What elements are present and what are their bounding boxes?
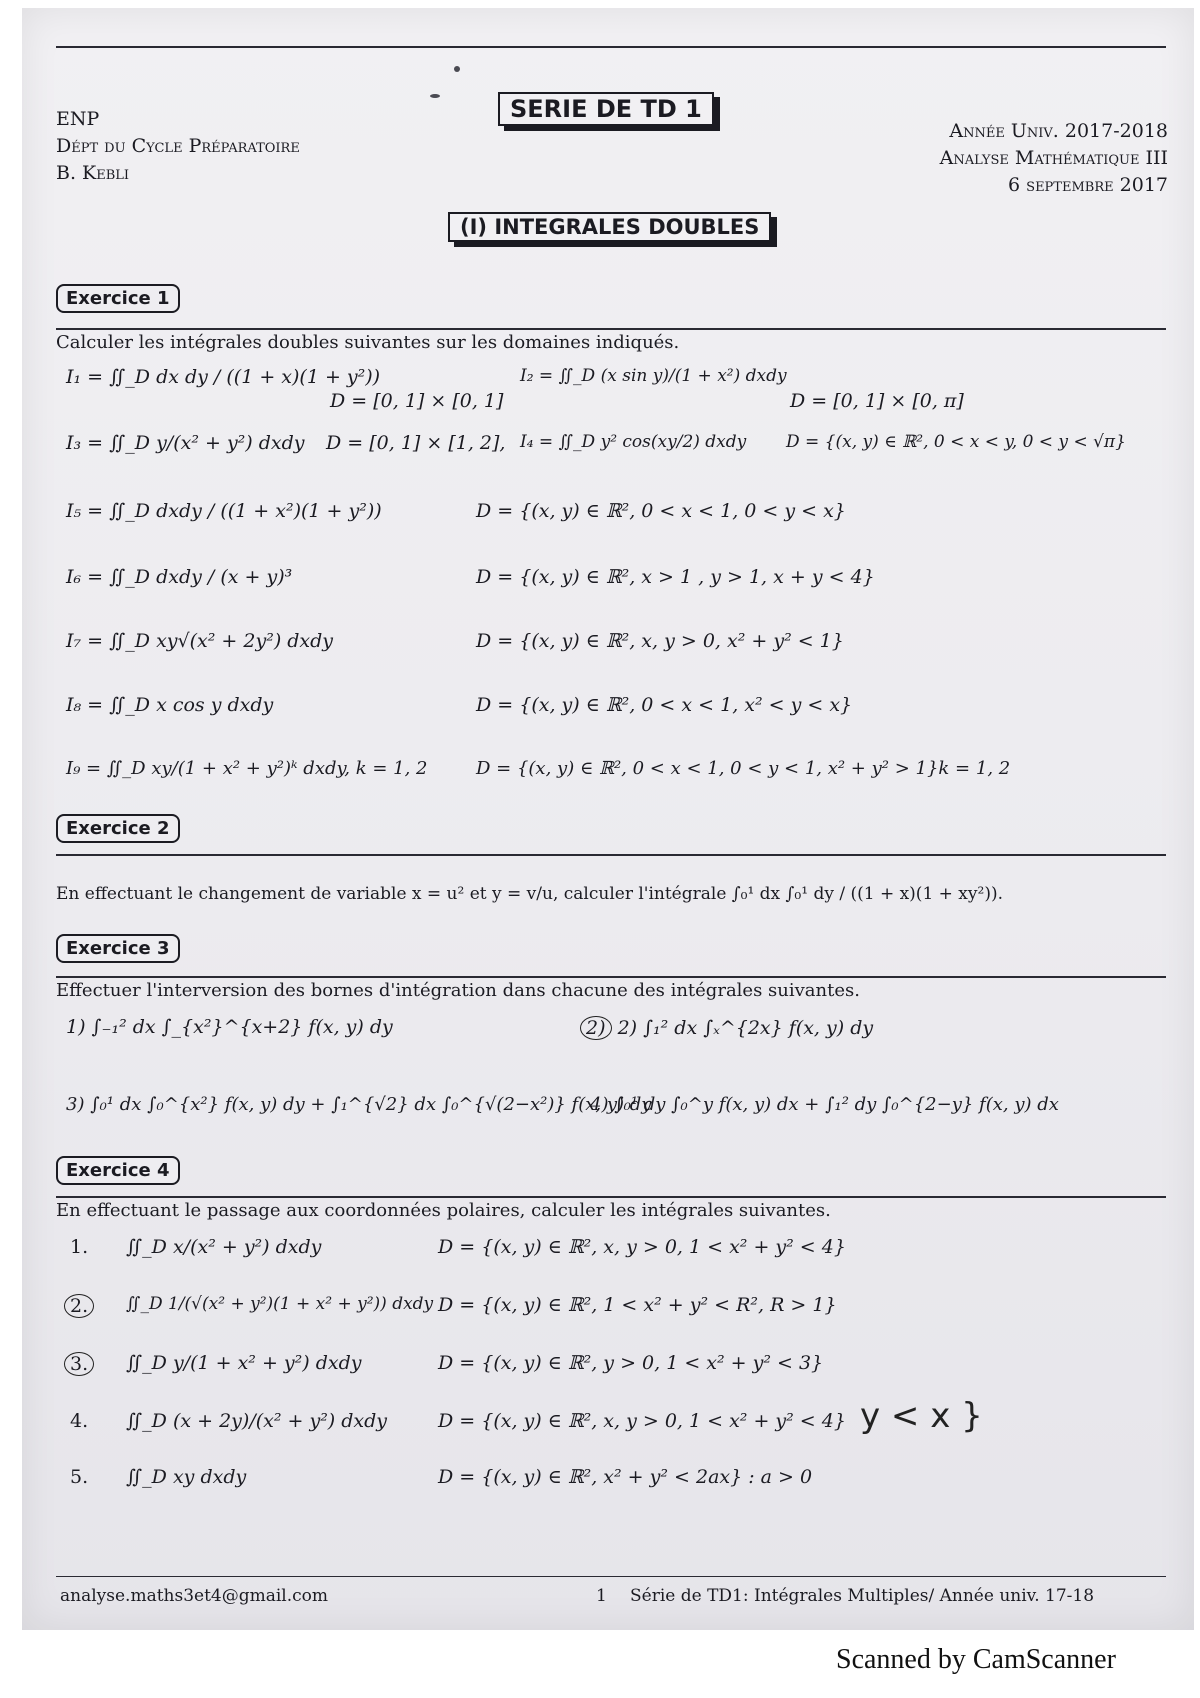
hand-circle: 2. xyxy=(64,1294,94,1318)
header-left xyxy=(56,106,300,187)
footer-rule xyxy=(56,1576,1166,1577)
polar-4: ∬_D (x + 2y)/(x² + y²) dxdy xyxy=(126,1410,388,1432)
integral-i3: I₃ = ∬_D y/(x² + y²) dxdy xyxy=(66,432,305,454)
exercise-2-label: Exercice 2 xyxy=(56,814,180,843)
integral-i2: I₂ = ∬_D (x sin y)/(1 + x²) dxdy xyxy=(520,366,787,386)
speck xyxy=(430,94,440,98)
integral-i1: I₁ = ∬_D dx dy / ((1 + x)(1 + y²)) xyxy=(66,366,381,388)
integral-i9: I₉ = ∬_D xy/(1 + x² + y²)ᵏ dxdy, k = 1, 2 xyxy=(66,758,428,779)
exercise-3-rule xyxy=(56,976,1166,978)
top-rule xyxy=(56,46,1166,48)
integral-i6: I₆ = ∬_D dxdy / (x + y)³ xyxy=(66,566,293,588)
domain-i9: D = {(x, y) ∈ ℝ², 0 < x < 1, 0 < y < 1, x² + y² > 1}k = 1, 2 xyxy=(476,758,1011,779)
header-right xyxy=(940,118,1168,199)
hand-circle: 2) xyxy=(580,1016,612,1040)
section-title: (I) INTEGRALES DOUBLES xyxy=(448,212,771,242)
exercise-4-label: Exercice 4 xyxy=(56,1156,180,1185)
department: Dépt du Cycle Préparatoire xyxy=(56,135,300,157)
polar-4-number: 4. xyxy=(70,1410,89,1432)
exercise-1-statement: Calculer les intégrales doubles suivantes sur les domaines indiqués. xyxy=(56,332,680,353)
polar-4-domain: D = {(x, y) ∈ ℝ², x, y > 0, 1 < x² + y² < 4} xyxy=(438,1410,846,1432)
polar-3-number xyxy=(64,1352,94,1376)
speck xyxy=(454,66,460,72)
polar-2-domain: D = {(x, y) ∈ ℝ², 1 < x² + y² < R², R > 1} xyxy=(438,1294,837,1316)
exercise-4-rule xyxy=(56,1196,1166,1198)
domain-i4: D = {(x, y) ∈ ℝ², 0 < x < y, 0 < y < √π} xyxy=(786,432,1126,452)
academic-year: Année Univ. 2017-2018 xyxy=(949,120,1168,142)
exercise-1-label: Exercice 1 xyxy=(56,284,180,313)
domain-i2: D = [0, 1] × [0, π] xyxy=(790,390,964,412)
domain-i8: D = {(x, y) ∈ ℝ², 0 < x < 1, x² < y < x} xyxy=(476,694,853,716)
exercise-3-statement: Effectuer l'interversion des bornes d'intégration dans chacune des intégrales suivantes. xyxy=(56,980,860,1001)
date: 6 septembre 2017 xyxy=(1008,174,1168,196)
polar-5-number: 5. xyxy=(70,1466,89,1488)
polar-2-number xyxy=(64,1294,94,1318)
polar-1-domain: D = {(x, y) ∈ ℝ², x, y > 0, 1 < x² + y² < 4} xyxy=(438,1236,846,1258)
integral-i5: I₅ = ∬_D dxdy / ((1 + x²)(1 + y²)) xyxy=(66,500,382,522)
domain-i7: D = {(x, y) ∈ ℝ², x, y > 0, x² + y² < 1} xyxy=(476,630,844,652)
interchange-2-text: 2) ∫₁² dx ∫ₓ^{2x} f(x, y) dy xyxy=(617,1017,874,1039)
polar-3-domain: D = {(x, y) ∈ ℝ², y > 0, 1 < x² + y² < 3} xyxy=(438,1352,824,1374)
author: B. Kebli xyxy=(56,162,130,184)
scanned-page xyxy=(22,8,1194,1630)
footer-email: analyse.maths3et4@gmail.com xyxy=(60,1586,329,1606)
integral-i7: I₇ = ∬_D xy√(x² + 2y²) dxdy xyxy=(66,630,334,652)
polar-5-domain: D = {(x, y) ∈ ℝ², x² + y² < 2ax} : a > 0 xyxy=(438,1466,813,1488)
exercise-2-rule xyxy=(56,854,1166,856)
polar-5: ∬_D xy dxdy xyxy=(126,1466,247,1488)
course-name: Analyse Mathématique III xyxy=(939,147,1168,169)
integral-i4: I₄ = ∬_D y² cos(xy/2) dxdy xyxy=(520,432,747,452)
interchange-3: 3) ∫₀¹ dx ∫₀^{x²} f(x, y) dy + ∫₁^{√2} dx ∫₀^{√(2−x²)} f(x, y) dy xyxy=(66,1094,652,1115)
integral-i8: I₈ = ∬_D x cos y dxdy xyxy=(66,694,274,716)
interchange-4: 4) ∫₀¹ dy ∫₀^y f(x, y) dx + ∫₁² dy ∫₀^{2−y} f(x, y) dx xyxy=(590,1094,1059,1115)
handwritten-note: y < x } xyxy=(860,1396,983,1436)
domain-i5: D = {(x, y) ∈ ℝ², 0 < x < 1, 0 < y < x} xyxy=(476,500,846,522)
series-title: SERIE DE TD 1 xyxy=(498,92,714,126)
hand-circle: 3. xyxy=(64,1352,94,1376)
school-name: ENP xyxy=(56,108,100,130)
polar-2: ∬_D 1/(√(x² + y²)(1 + x² + y²)) dxdy xyxy=(126,1294,434,1314)
polar-1-number: 1. xyxy=(70,1236,89,1258)
exercise-1-rule xyxy=(56,328,1166,330)
exercise-2-statement: En effectuant le changement de variable x = u² et y = v/u, calculer l'intégrale ∫₀¹ dx ∫₀¹ dy / ((1 + x)(1 + xy²)). xyxy=(56,884,1003,904)
interchange-1: 1) ∫₋₁² dx ∫_{x²}^{x+2} f(x, y) dy xyxy=(66,1016,393,1038)
domain-i1: D = [0, 1] × [0, 1] xyxy=(330,390,504,412)
polar-3: ∬_D y/(1 + x² + y²) dxdy xyxy=(126,1352,362,1374)
scanner-watermark: Scanned by CamScanner xyxy=(836,1644,1116,1675)
domain-i3: D = [0, 1] × [1, 2], xyxy=(326,432,506,454)
exercise-4-statement: En effectuant le passage aux coordonnées polaires, calculer les intégrales suivantes. xyxy=(56,1200,831,1221)
polar-1: ∬_D x/(x² + y²) dxdy xyxy=(126,1236,322,1258)
footer-page-number: 1 xyxy=(596,1586,607,1606)
interchange-2 xyxy=(580,1016,873,1040)
footer-series-info: Série de TD1: Intégrales Multiples/ Année univ. 17-18 xyxy=(630,1586,1095,1606)
exercise-3-label: Exercice 3 xyxy=(56,934,180,963)
domain-i6: D = {(x, y) ∈ ℝ², x > 1 , y > 1, x + y < 4} xyxy=(476,566,875,588)
